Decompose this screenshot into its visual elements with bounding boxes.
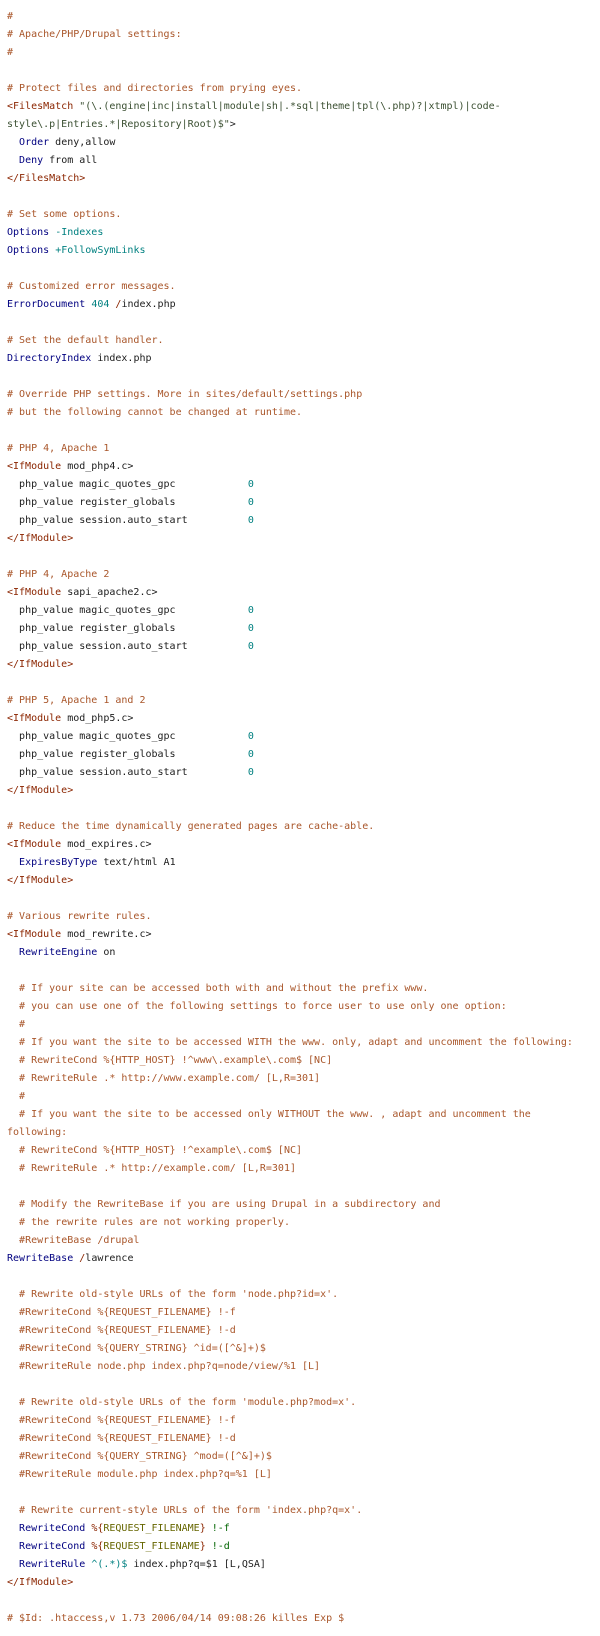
code-token-arg: php_value magic_quotes_gpc xyxy=(7,605,248,616)
code-line xyxy=(7,1430,590,1448)
code-token-arg: mod_rewrite.c> xyxy=(61,929,152,940)
code-token-comment: # RewriteCond %{HTTP_HOST} !^www\.example\.com$ [NC] xyxy=(7,1055,333,1066)
code-line xyxy=(7,422,590,440)
code-token-tag: <FilesMatch xyxy=(7,101,74,112)
code-line xyxy=(7,818,590,836)
code-token-tag: </IfModule> xyxy=(7,1577,74,1588)
code-line xyxy=(7,62,590,80)
code-token-punct: } xyxy=(199,1523,206,1534)
code-line xyxy=(7,80,590,98)
code-line xyxy=(7,458,590,476)
code-token-comment: # $Id: .htaccess,v 1.73 2006/04/14 09:08:26 killes Exp $ xyxy=(7,1613,345,1624)
code-token-arg: sapi_apache2.c> xyxy=(61,587,158,598)
code-line xyxy=(7,1610,590,1628)
code-token-comment: # Set the default handler. xyxy=(7,335,164,346)
code-line xyxy=(7,134,590,152)
code-token-comment: # Override PHP settings. More in sites/default/settings.php xyxy=(7,389,363,400)
code-token-arg: mod_php4.c> xyxy=(61,461,134,472)
code-line xyxy=(7,1232,590,1250)
code-line xyxy=(7,926,590,944)
code-token-punct: / xyxy=(115,299,122,310)
code-token-directive: RewriteCond xyxy=(19,1541,86,1552)
code-line xyxy=(7,1484,590,1502)
code-token-comment: #RewriteBase /drupal xyxy=(7,1235,140,1246)
code-line xyxy=(7,1592,590,1610)
code-token-value: -Indexes xyxy=(55,227,104,238)
code-token-comment: # the rewrite rules are not working properly. xyxy=(7,1217,290,1228)
code-token-directive: RewriteBase xyxy=(7,1253,74,1264)
code-token-arg: php_value session.auto_start xyxy=(7,641,248,652)
code-line xyxy=(7,350,590,368)
code-line xyxy=(7,8,590,26)
code-line xyxy=(7,386,590,404)
code-line xyxy=(7,1412,590,1430)
code-token-value: 0 xyxy=(247,767,254,778)
code-line xyxy=(7,1250,590,1268)
code-token-comment: # Reduce the time dynamically generated pages are cache-able. xyxy=(7,821,375,832)
code-line xyxy=(7,188,590,206)
code-line xyxy=(7,368,590,386)
code-token-comment: # RewriteRule .* http://www.example.com/ [L,R=301] xyxy=(7,1073,321,1084)
code-line xyxy=(7,404,590,422)
code-token-arg: on xyxy=(97,947,116,958)
code-token-punct: / xyxy=(79,1253,86,1264)
code-line xyxy=(7,314,590,332)
code-token-arg: php_value session.auto_start xyxy=(7,515,248,526)
code-token-arg: text/html A1 xyxy=(97,857,176,868)
code-token-comment: # PHP 4, Apache 2 xyxy=(7,569,110,580)
code-token-arg xyxy=(7,155,19,166)
code-token-directive: DirectoryIndex xyxy=(7,353,92,364)
code-token-comment: # Various rewrite rules. xyxy=(7,911,152,922)
code-token-tag: </IfModule> xyxy=(7,785,74,796)
code-token-comment: # Rewrite old-style URLs of the form 'module.php?mod=x'. xyxy=(7,1397,357,1408)
code-token-comment: # RewriteRule .* http://example.com/ [L,R=301] xyxy=(7,1163,296,1174)
code-token-arg xyxy=(7,857,19,868)
code-token-comment: #RewriteRule module.php index.php?q=%1 [L] xyxy=(7,1469,272,1480)
code-token-value: 0 xyxy=(247,479,254,490)
code-token-string: "(\.(engine|inc|install|module|sh|.*sql|theme|tpl(\.php)?|xtmpl)|code-style\.p|Entries.*|Repository|Root)$" xyxy=(7,101,501,130)
code-line xyxy=(7,1214,590,1232)
code-line xyxy=(7,764,590,782)
code-line xyxy=(7,170,590,188)
code-line xyxy=(7,692,590,710)
code-line xyxy=(7,224,590,242)
code-token-comment: # PHP 4, Apache 1 xyxy=(7,443,110,454)
code-line xyxy=(7,440,590,458)
code-token-comment: # PHP 5, Apache 1 and 2 xyxy=(7,695,146,706)
code-token-value: 0 xyxy=(247,623,254,634)
code-token-arg xyxy=(7,1523,19,1534)
code-token-arg: index.php?q=$1 [L,QSA] xyxy=(127,1559,266,1570)
code-token-tag: </IfModule> xyxy=(7,659,74,670)
code-line xyxy=(7,656,590,674)
code-token-tag: <IfModule xyxy=(7,587,62,598)
code-line xyxy=(7,152,590,170)
code-token-arg xyxy=(7,1541,19,1552)
code-line xyxy=(7,836,590,854)
code-token-directive: Options xyxy=(7,227,50,238)
code-token-value: +FollowSymLinks xyxy=(55,245,146,256)
code-token-value: 0 xyxy=(247,497,254,508)
code-token-arg: lawrence xyxy=(85,1253,134,1264)
code-line xyxy=(7,1502,590,1520)
code-line xyxy=(7,998,590,1016)
code-token-var: REQUEST_FILENAME xyxy=(103,1523,200,1534)
code-token-value: 0 xyxy=(247,515,254,526)
code-token-arg: php_value session.auto_start xyxy=(7,767,248,778)
code-token-arg: > xyxy=(229,119,236,130)
code-token-directive: RewriteCond xyxy=(19,1523,86,1534)
code-token-tag: <IfModule xyxy=(7,839,62,850)
code-token-comment: # If you want the site to be accessed only WITHOUT the www. , adapt and uncomment the following: xyxy=(7,1109,537,1138)
code-line xyxy=(7,1520,590,1538)
code-token-comment: #RewriteCond %{REQUEST_FILENAME} !-f xyxy=(7,1307,236,1318)
code-line xyxy=(7,854,590,872)
code-line xyxy=(7,44,590,62)
code-token-comment: #RewriteCond %{QUERY_STRING} ^mod=([^&]+)$ xyxy=(7,1451,272,1462)
code-token-tag: </IfModule> xyxy=(7,875,74,886)
code-token-tag: <IfModule xyxy=(7,461,62,472)
code-token-tag: </IfModule> xyxy=(7,533,74,544)
code-token-arg: php_value register_globals xyxy=(7,623,248,634)
code-token-comment: # Rewrite old-style URLs of the form 'node.php?id=x'. xyxy=(7,1289,339,1300)
code-line xyxy=(7,1322,590,1340)
code-line xyxy=(7,944,590,962)
code-token-directive: Order xyxy=(19,137,50,148)
code-line xyxy=(7,1448,590,1466)
code-token-tag: <IfModule xyxy=(7,713,62,724)
code-line xyxy=(7,1196,590,1214)
code-token-arg: php_value magic_quotes_gpc xyxy=(7,479,248,490)
code-line xyxy=(7,1286,590,1304)
code-token-comment: # xyxy=(7,1019,26,1030)
code-token-comment: #RewriteCond %{QUERY_STRING} ^id=([^&]+)$ xyxy=(7,1343,266,1354)
code-token-arg: php_value register_globals xyxy=(7,749,248,760)
code-line xyxy=(7,206,590,224)
code-token-var: REQUEST_FILENAME xyxy=(103,1541,200,1552)
code-token-arg: php_value magic_quotes_gpc xyxy=(7,731,248,742)
code-token-value: ^(.*)$ xyxy=(91,1559,128,1570)
code-line xyxy=(7,26,590,44)
code-line xyxy=(7,1358,590,1376)
code-token-directive: ExpiresByType xyxy=(19,857,98,868)
code-line xyxy=(7,1142,590,1160)
code-token-arg: mod_php5.c> xyxy=(61,713,134,724)
code-line xyxy=(7,1556,590,1574)
code-line xyxy=(7,962,590,980)
code-token-arg xyxy=(7,947,19,958)
code-token-comment: # Set some options. xyxy=(7,209,122,220)
code-line xyxy=(7,728,590,746)
code-line xyxy=(7,1034,590,1052)
code-token-arg: mod_expires.c> xyxy=(61,839,152,850)
code-line xyxy=(7,908,590,926)
code-token-directive: RewriteRule xyxy=(19,1559,86,1570)
code-line xyxy=(7,800,590,818)
code-line xyxy=(7,1304,590,1322)
code-line xyxy=(7,980,590,998)
code-token-value: 0 xyxy=(247,749,254,760)
code-line xyxy=(7,566,590,584)
code-line xyxy=(7,638,590,656)
code-token-arg: php_value register_globals xyxy=(7,497,248,508)
code-line xyxy=(7,782,590,800)
code-token-comment: # you can use one of the following settings to force user to use only one option: xyxy=(7,1001,507,1012)
code-token-tag: <IfModule xyxy=(7,929,62,940)
code-token-arg xyxy=(7,137,19,148)
code-line xyxy=(7,242,590,260)
code-line xyxy=(7,872,590,890)
code-line xyxy=(7,1538,590,1556)
code-token-comment: # If your site can be accessed both with and without the prefix www. xyxy=(7,983,429,994)
code-token-comment: #RewriteCond %{REQUEST_FILENAME} !-f xyxy=(7,1415,236,1426)
code-token-comment: # Customized error messages. xyxy=(7,281,176,292)
code-line xyxy=(7,494,590,512)
code-token-flag: !-d xyxy=(211,1541,230,1552)
code-token-comment: # Modify the RewriteBase if you are using Drupal in a subdirectory and xyxy=(7,1199,441,1210)
code-line xyxy=(7,260,590,278)
code-token-comment: # xyxy=(7,1091,26,1102)
code-token-punct: } xyxy=(199,1541,206,1552)
code-token-comment: #RewriteCond %{REQUEST_FILENAME} !-d xyxy=(7,1325,236,1336)
code-line xyxy=(7,296,590,314)
code-line xyxy=(7,1376,590,1394)
code-line xyxy=(7,1268,590,1286)
code-content xyxy=(7,8,590,1628)
code-token-directive: ErrorDocument xyxy=(7,299,86,310)
code-line xyxy=(7,1574,590,1592)
code-token-comment: # Apache/PHP/Drupal settings: xyxy=(7,29,182,40)
code-token-directive: Deny xyxy=(19,155,44,166)
code-line xyxy=(7,584,590,602)
code-token-comment: # If you want the site to be accessed WITH the www. only, adapt and uncomment the following: xyxy=(7,1037,573,1048)
code-line xyxy=(7,746,590,764)
code-token-comment: # Rewrite current-style URLs of the form 'index.php?q=x'. xyxy=(7,1505,363,1516)
code-line xyxy=(7,512,590,530)
code-line xyxy=(7,620,590,638)
code-line xyxy=(7,98,590,134)
code-token-comment: # RewriteCond %{HTTP_HOST} !^example\.com$ [NC] xyxy=(7,1145,303,1156)
code-token-arg: index.php xyxy=(91,353,152,364)
code-token-arg xyxy=(7,1559,19,1570)
code-line xyxy=(7,1106,590,1142)
code-token-arg: from all xyxy=(43,155,98,166)
code-line xyxy=(7,710,590,728)
code-token-value: 0 xyxy=(247,605,254,616)
code-token-comment: # xyxy=(7,47,14,58)
code-line xyxy=(7,1394,590,1412)
code-line xyxy=(7,1178,590,1196)
code-token-arg: deny,allow xyxy=(49,137,116,148)
code-token-punct: %{ xyxy=(91,1541,104,1552)
code-line xyxy=(7,332,590,350)
code-token-directive: Options xyxy=(7,245,50,256)
code-line xyxy=(7,278,590,296)
code-line xyxy=(7,548,590,566)
code-token-value: 0 xyxy=(247,641,254,652)
code-line xyxy=(7,476,590,494)
code-line xyxy=(7,1070,590,1088)
code-line xyxy=(7,602,590,620)
code-line xyxy=(7,1466,590,1484)
code-token-directive: RewriteEngine xyxy=(19,947,98,958)
code-line xyxy=(7,530,590,548)
code-line xyxy=(7,1052,590,1070)
code-token-arg: index.php xyxy=(121,299,176,310)
code-token-comment: #RewriteCond %{REQUEST_FILENAME} !-d xyxy=(7,1433,236,1444)
code-token-comment: # Protect files and directories from prying eyes. xyxy=(7,83,303,94)
code-line xyxy=(7,1016,590,1034)
code-token-flag: !-f xyxy=(211,1523,230,1534)
code-token-comment: # xyxy=(7,11,14,22)
code-token-value: 0 xyxy=(247,731,254,742)
code-token-comment: # but the following cannot be changed at runtime. xyxy=(7,407,303,418)
code-token-comment: #RewriteRule node.php index.php?q=node/view/%1 [L] xyxy=(7,1361,321,1372)
code-line xyxy=(7,674,590,692)
code-token-value: 404 xyxy=(91,299,110,310)
code-token-punct: %{ xyxy=(91,1523,104,1534)
code-line xyxy=(7,1340,590,1358)
code-token-tag: </FilesMatch> xyxy=(7,173,86,184)
code-line xyxy=(7,890,590,908)
code-line xyxy=(7,1160,590,1178)
code-line xyxy=(7,1088,590,1106)
